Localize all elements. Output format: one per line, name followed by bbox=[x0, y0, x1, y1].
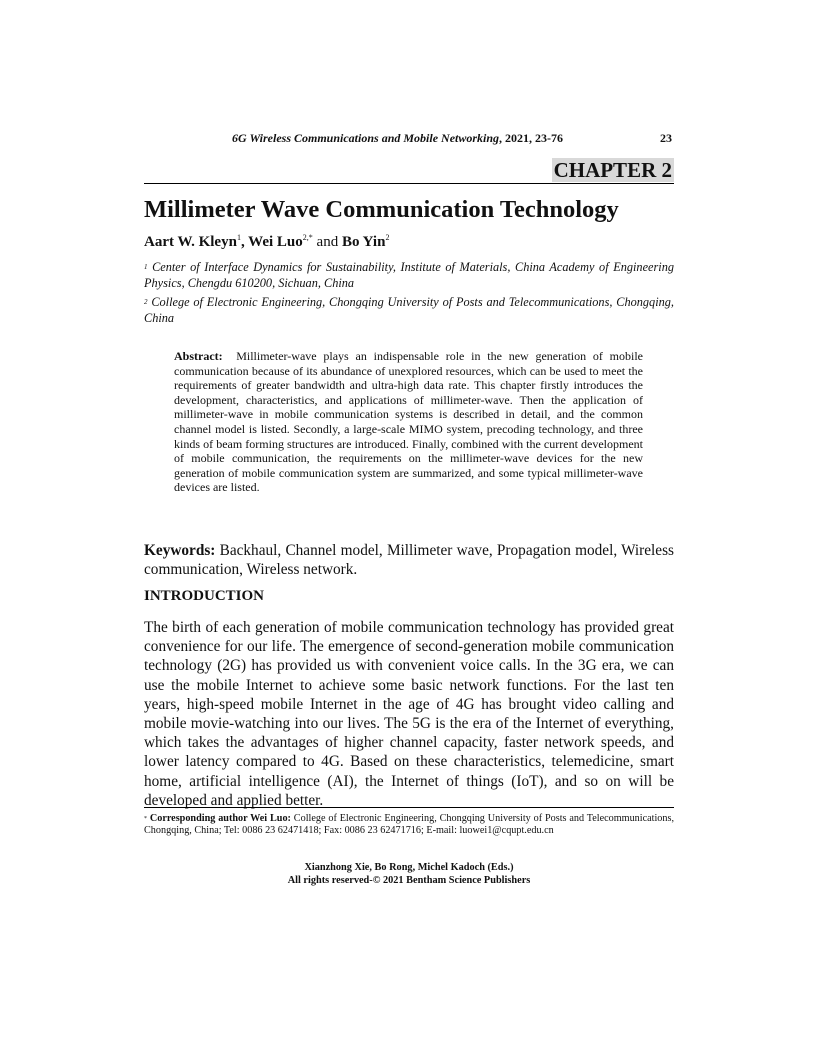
affiliation bbox=[144, 294, 674, 326]
author-name: Wei Luo bbox=[248, 234, 303, 250]
abstract bbox=[174, 349, 643, 495]
chapter-header bbox=[144, 157, 674, 184]
footnote-text: College of Electronic Engineering, Chongqing University of Posts and Telecommunications, Chongqing, China; Tel: 0086 23 62471418; Fax: 0086 23 62471716; E-mail: luowei1@cqupt.edu.cn bbox=[144, 813, 675, 837]
author-affiliation-mark: 1 bbox=[236, 233, 241, 242]
author-separator: , bbox=[240, 234, 249, 250]
chapter-title: Millimeter Wave Communication Technology bbox=[144, 196, 619, 223]
footnote-divider bbox=[144, 807, 674, 808]
footnote-label: Corresponding author Wei Luo: bbox=[149, 813, 291, 824]
chapter-label: CHAPTER 2 bbox=[553, 158, 672, 182]
footnote-marker: * bbox=[144, 816, 147, 822]
page-number: 23 bbox=[660, 131, 672, 145]
abstract-label: Abstract: bbox=[174, 349, 223, 363]
footnote bbox=[144, 813, 674, 838]
journal-details: , 2021, 23-76 bbox=[499, 131, 564, 145]
copyright-line: All rights reserved-© 2021 Bentham Science Publishers bbox=[287, 874, 531, 886]
author-name: Aart W. Kleyn bbox=[144, 234, 237, 250]
running-head-citation bbox=[232, 131, 563, 146]
editors-line: Xianzhong Xie, Bo Rong, Michel Kadoch (Eds.) bbox=[304, 862, 514, 873]
author-list bbox=[144, 234, 389, 251]
author-affiliation-mark: 2,* bbox=[302, 233, 313, 242]
affiliation-mark: 2 bbox=[144, 298, 148, 306]
affiliation-text: College of Electronic Engineering, Chongqing University of Posts and Telecommunications, Chongqing, China bbox=[144, 295, 674, 325]
keywords-label: Keywords: bbox=[144, 542, 216, 559]
journal-name: 6G Wireless Communications and Mobile Networking bbox=[232, 131, 500, 145]
affiliation-mark: 1 bbox=[144, 263, 148, 271]
publisher-info bbox=[144, 862, 674, 887]
keywords bbox=[144, 541, 674, 579]
keywords-text: Backhaul, Channel model, Millimeter wave, Propagation model, Wireless communication, Wireless network. bbox=[144, 542, 674, 578]
affiliation bbox=[144, 259, 674, 291]
author-name: Bo Yin bbox=[341, 234, 386, 250]
body-paragraph: The birth of each generation of mobile communication technology has provided great convenience for our life. The emergence of second-generation mobile communication technology (2G) has provided us with convenient voice calls. In the 3G era, we can use the mobile Internet to achieve some basic network functions. For the last ten years, high-speed mobile Internet in the age of 4G has brought video calling and mobile movie-watching into our lives. The 5G is the era of the Internet of everything, which takes the advantages of higher channel capacity, faster network speeds, and lower latency compared to 4G. Based on these characteristics, telemedicine, smart home, artificial intelligence (AI), the Internet of things (IoT), and so on will be developed and applied better. bbox=[144, 619, 674, 809]
section-heading: INTRODUCTION bbox=[144, 588, 265, 604]
abstract-text: Millimeter-wave plays an indispensable role in the new generation of mobile communication because of its abundance of unexplored resources, which can be used to meet the requirements of greater bandwidth and ultra-high data rate. This chapter firstly introduces the development, characteristics, and applications of millimeter-wave. Then the application of millimeter-wave in mobile communication systems is described in detail, and the common channel model is listed. Secondly, a large-scale MIMO system, precoding technology, and three kinds of beam forming structures are introduced. Finally, combined with the current development of mobile communication, the requirements on the millimeter-wave devices for the new generation of mobile communication system are summarized, and some typical millimeter-wave devices are listed. bbox=[174, 349, 644, 495]
affiliation-text: Center of Interface Dynamics for Sustainability, Institute of Materials, China Academy of Engineering Physics, Chengdu 610200, Sichuan, China bbox=[144, 260, 674, 290]
author-affiliation-mark: 2 bbox=[385, 233, 390, 242]
author-separator: and bbox=[312, 234, 342, 250]
